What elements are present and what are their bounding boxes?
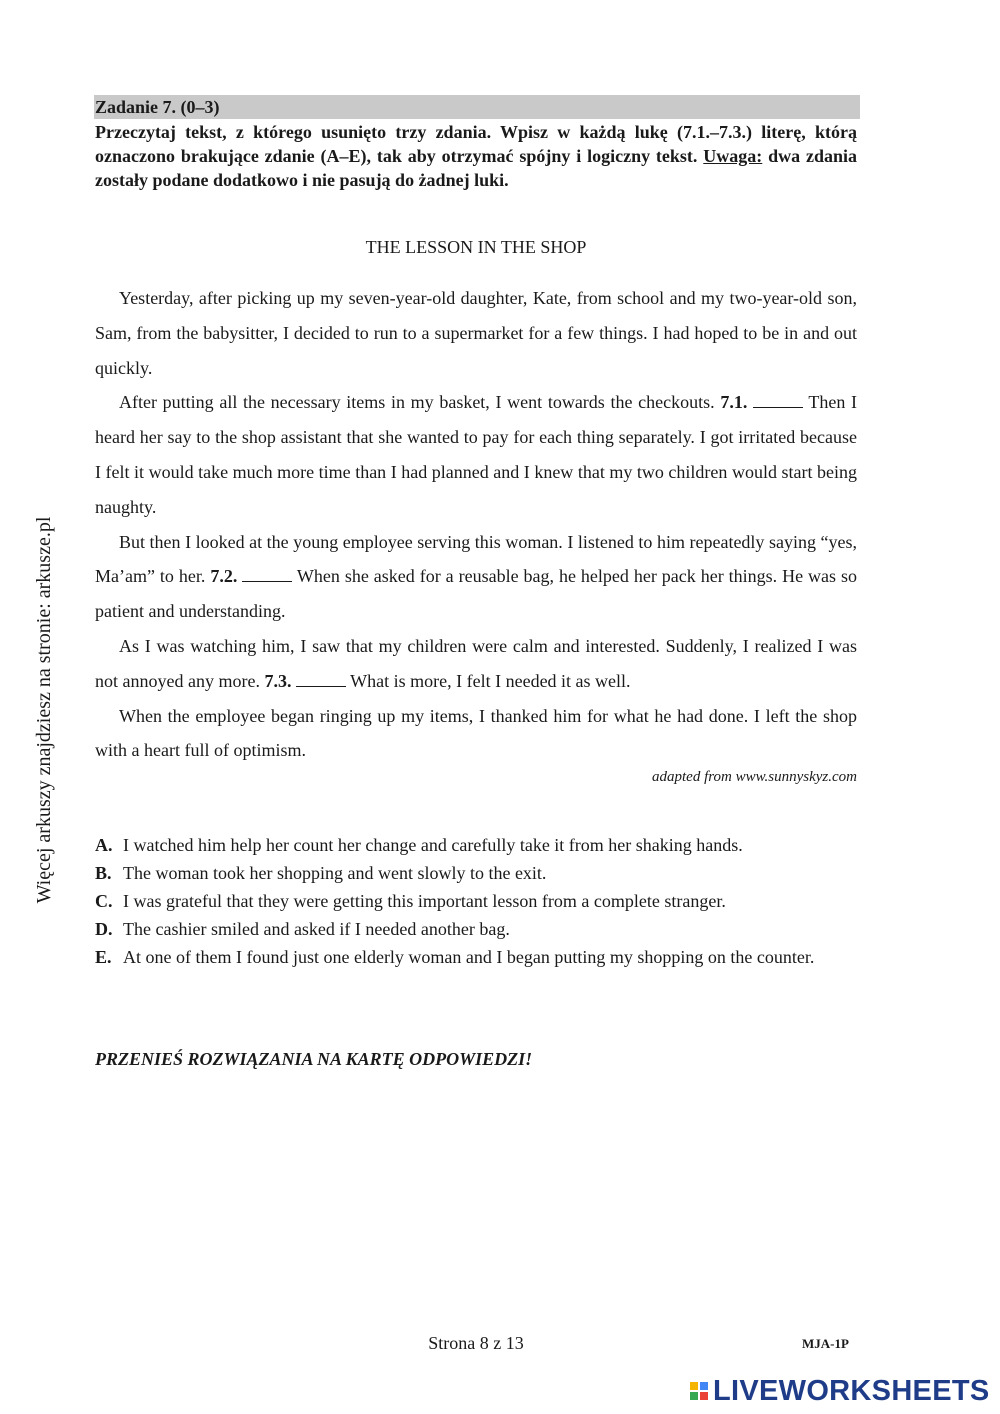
paragraph-2-start: After putting all the necessary items in my basket, I went towards the checkouts. (119, 392, 715, 413)
gap-label-7-2: 7.2. (210, 566, 238, 587)
liveworksheets-wordmark: LIVEWORKSHEETS (713, 1375, 990, 1407)
gap-blank-7-3[interactable] (296, 672, 346, 687)
option-d (95, 915, 857, 943)
gap-blank-7-2[interactable] (242, 567, 292, 582)
paragraph-3-end: When she asked for a reusable bag, he helped her pack her things. He was so patient and understanding. (95, 566, 857, 622)
instruction-text: Przeczytaj tekst, z którego usunięto trzy zdania. Wpisz w każdą lukę (7.1.–7.3.) literę, którą oznaczono brakujące zdanie (A–E), tak aby otrzymać spójny i logiczny tekst. (95, 122, 857, 166)
note-text: dwa zdania zostały podane dodatkowo i nie pasują do żadnej luki. (95, 146, 858, 190)
answer-options (95, 831, 857, 971)
option-letter: D. (95, 919, 113, 939)
gap-label-7-1: 7.1. (720, 392, 748, 413)
option-letter: C. (95, 891, 113, 911)
paragraph-3-start: But then I looked at the young employee serving this woman. I listened to him repeatedly saying “yes, Ma’am” to her. (95, 531, 857, 587)
option-text: At one of them I found just one elderly woman and I began putting my shopping on the counter. (123, 947, 815, 967)
logo-square (690, 1382, 698, 1390)
paragraph-2-end: Then I heard her say to the shop assistant that she wanted to pay for each thing separately. I got irritated because I felt it would take much more time than I had planned and I knew that my two children would start being naughty. (95, 392, 858, 517)
option-text: The woman took her shopping and went slowly to the exit. (123, 863, 547, 883)
paragraph-2 (95, 385, 857, 524)
option-e (95, 943, 857, 971)
transfer-note: PRZENIEŚ ROZWIĄZANIA NA KARTĘ ODPOWIEDZI! (95, 1049, 533, 1069)
option-c (95, 887, 857, 915)
paragraph-1: Yesterday, after picking up my seven-year-old daughter, Kate, from school and my two-year-old son, Sam, from the babysitter, I decided to run to a supermarket for a few things. I had hoped to be in and out quickly. (95, 288, 857, 378)
gap-blank-7-1[interactable] (753, 393, 803, 408)
paragraph-3 (95, 525, 857, 629)
story-title: THE LESSON IN THE SHOP (365, 237, 587, 257)
task-header: Zadanie 7. (0–3) (94, 95, 860, 119)
option-text: The cashier smiled and asked if I needed another bag. (123, 919, 510, 939)
task-instructions (95, 120, 857, 192)
page-number: Strona 8 z 13 (428, 1333, 524, 1353)
logo-square (700, 1392, 708, 1400)
option-b (95, 859, 857, 887)
story-text (95, 281, 857, 768)
exam-code: MJA-1P (802, 1336, 849, 1351)
paragraph-4 (95, 629, 857, 699)
liveworksheets-logo-icon (690, 1382, 708, 1400)
logo-square (690, 1392, 698, 1400)
logo-square (700, 1382, 708, 1390)
option-text: I watched him help her count her change and carefully take it from her shaking hands. (123, 835, 743, 855)
gap-label-7-3: 7.3. (264, 670, 292, 691)
option-letter: E. (95, 947, 112, 967)
source-credit: adapted from www.sunnyskyz.com (652, 769, 857, 785)
note-label: Uwaga: (703, 146, 763, 166)
option-letter: A. (95, 835, 113, 855)
option-a (95, 831, 857, 859)
paragraph-4-end: What is more, I felt I needed it as well. (350, 670, 631, 691)
option-letter: B. (95, 863, 112, 883)
liveworksheets-logo[interactable] (690, 1376, 990, 1406)
paragraph-5: When the employee began ringing up my items, I thanked him for what he had done. I left the shop with a heart full of optimism. (95, 705, 857, 761)
side-note: Więcej arkuszy znajdziesz na stronie: arkusze.pl (33, 516, 55, 904)
option-text: I was grateful that they were getting this important lesson from a complete stranger. (123, 891, 726, 911)
paragraph-4-start: As I was watching him, I saw that my children were calm and interested. Suddenly, I realized I was not annoyed any more. (95, 635, 857, 691)
